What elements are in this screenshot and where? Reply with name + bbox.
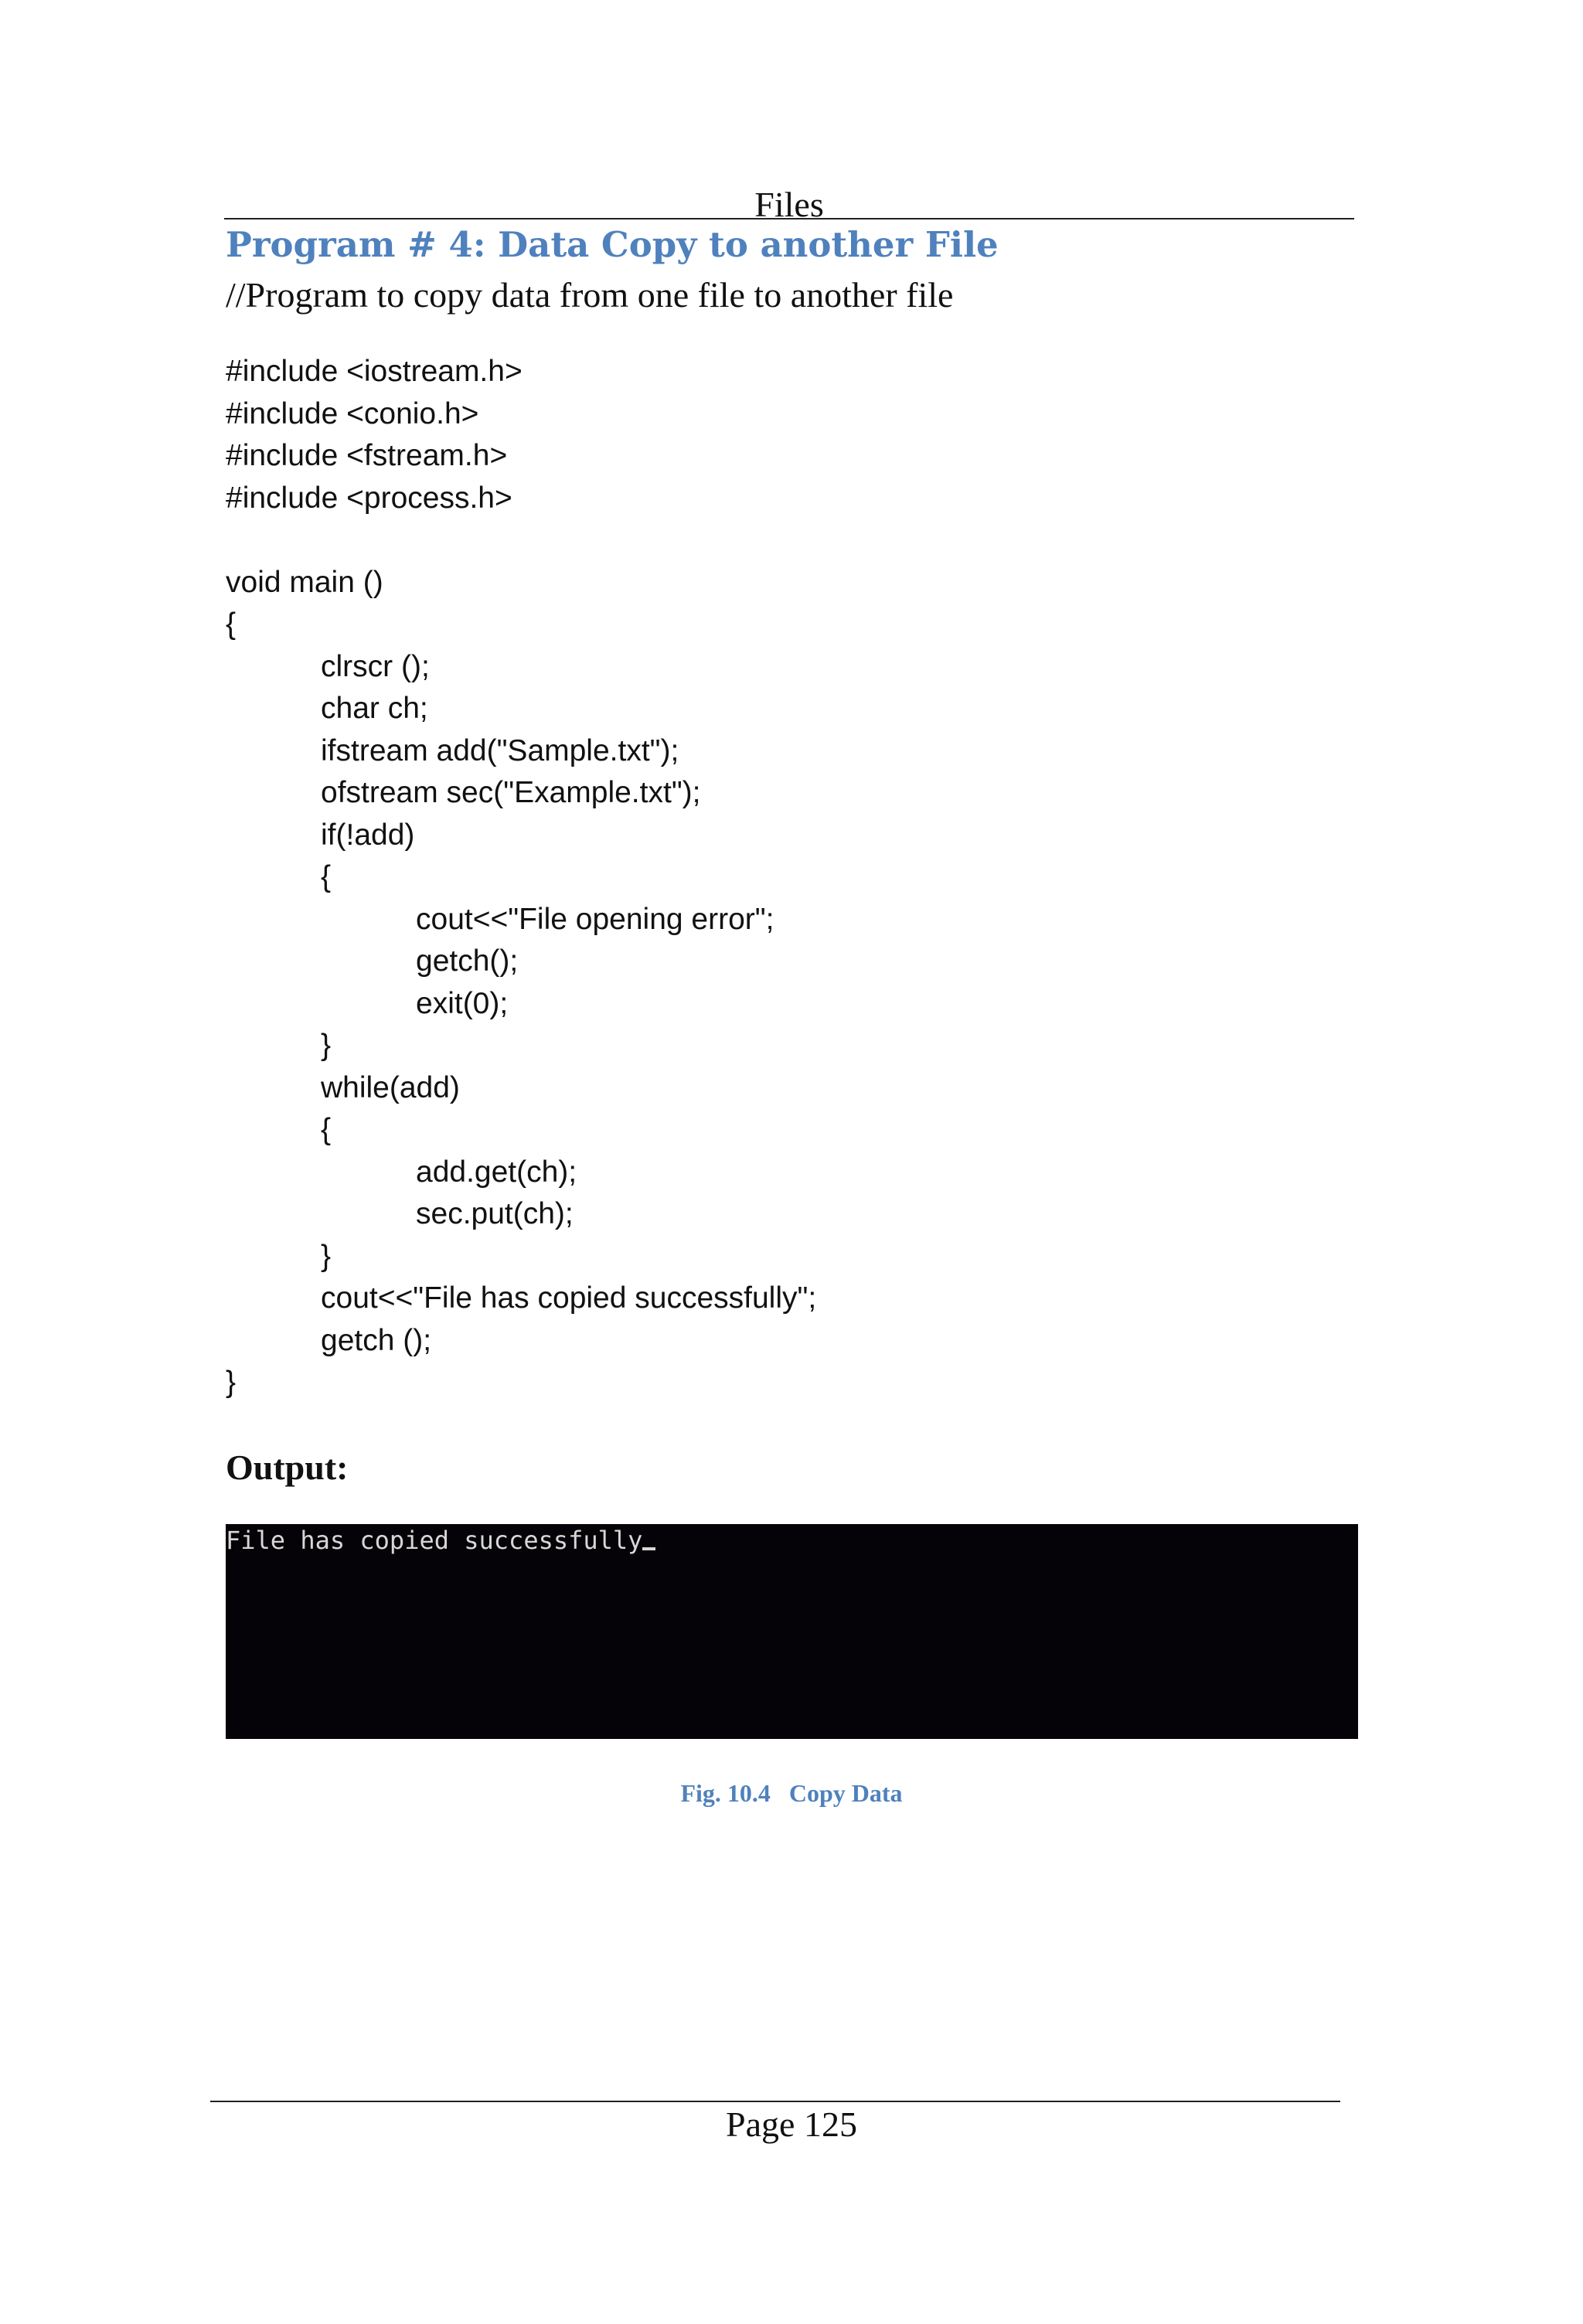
- code-line: #include <fstream.h>: [226, 439, 508, 472]
- code-line: }: [321, 1029, 332, 1062]
- running-header: [224, 179, 1354, 224]
- code-line: ofstream sec("Example.txt");: [321, 776, 701, 809]
- code-listing: [226, 351, 816, 1404]
- footer-rule: [210, 2101, 1340, 2102]
- code-line: #include <iostream.h>: [226, 355, 523, 388]
- code-line: }: [226, 1366, 237, 1399]
- code-line: exit(0);: [416, 986, 509, 1020]
- console-output-window: [226, 1524, 1358, 1739]
- code-line: cout<<"File opening error";: [416, 902, 774, 936]
- code-line: while(add): [321, 1070, 460, 1104]
- console-output-text: File has copied successfully: [226, 1526, 643, 1555]
- code-line: }: [321, 1239, 332, 1273]
- code-line: char ch;: [321, 692, 428, 725]
- code-line: getch ();: [321, 1323, 432, 1357]
- program-title: Program # 4: Data Copy to another File: [226, 224, 999, 265]
- code-line: ifstream add("Sample.txt");: [321, 733, 679, 767]
- code-line: add.get(ch);: [416, 1155, 577, 1189]
- console-cursor: [642, 1547, 655, 1550]
- code-line: sec.put(ch);: [416, 1197, 574, 1230]
- code-line: {: [321, 860, 332, 893]
- program-comment: //Program to copy data from one file to another file: [226, 275, 954, 315]
- running-header-title: Files: [754, 185, 824, 224]
- output-heading: Output:: [226, 1448, 349, 1487]
- code-line: clrscr ();: [321, 649, 430, 683]
- code-line: {: [226, 607, 237, 641]
- code-line: #include <process.h>: [226, 481, 512, 515]
- code-line: void main (): [226, 565, 383, 599]
- code-line: cout<<"File has copied successfully";: [321, 1281, 817, 1315]
- code-line: {: [321, 1113, 332, 1146]
- code-line: [226, 519, 816, 562]
- console-output-line: [226, 1526, 655, 1555]
- page-number: Page 125: [726, 2105, 857, 2144]
- code-line: if(!add): [321, 818, 415, 852]
- code-line: #include <conio.h>: [226, 396, 479, 430]
- code-line: getch();: [416, 944, 519, 978]
- figure-caption: Fig. 10.4 Copy Data: [680, 1779, 903, 1807]
